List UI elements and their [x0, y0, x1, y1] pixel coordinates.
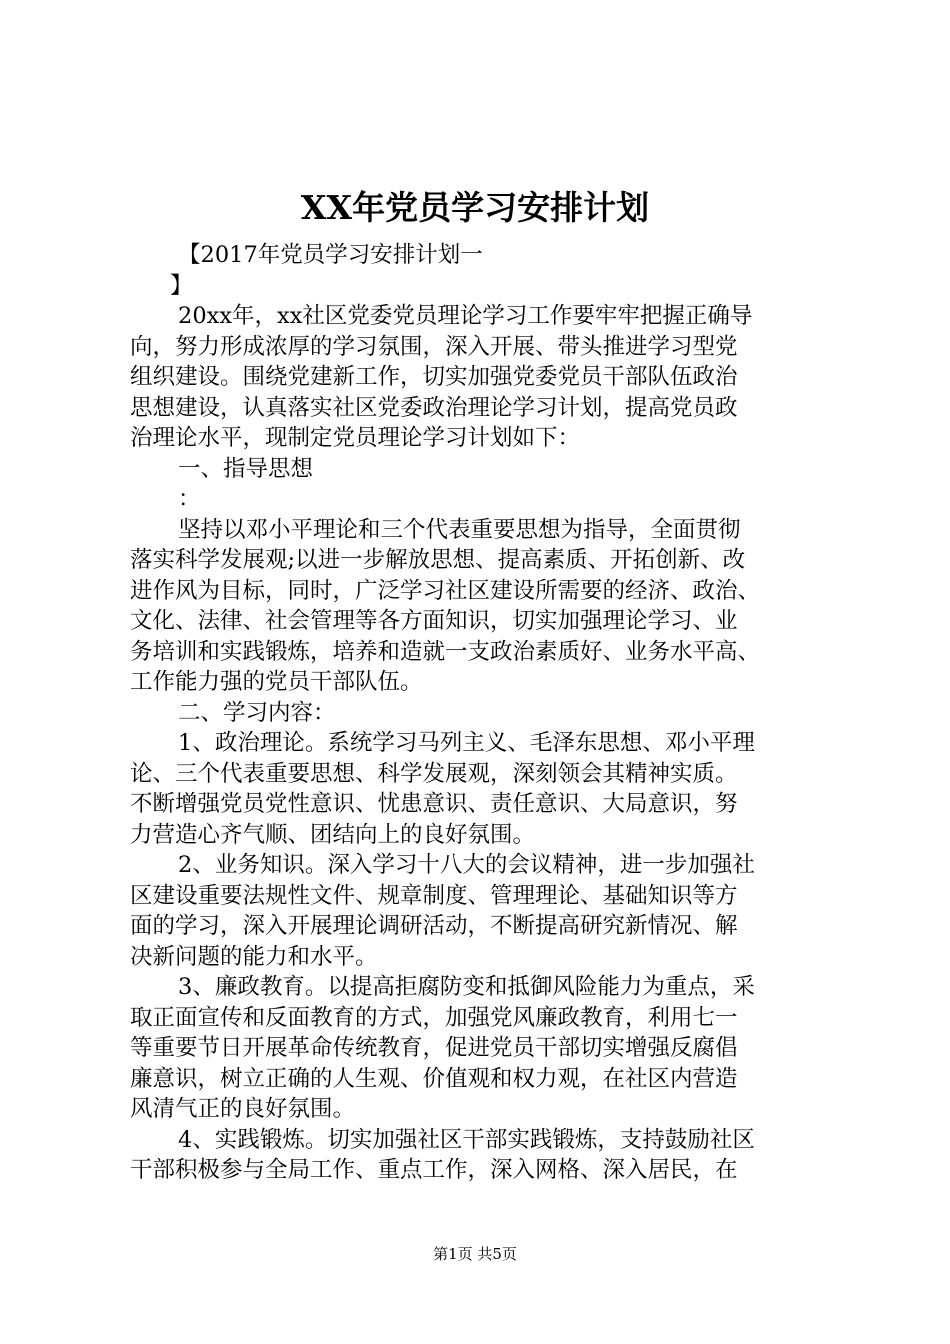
- body-line: 不断增强党员党性意识、忧患意识、责任意识、大局意识，努: [130, 791, 738, 817]
- document-body: [130, 240, 830, 1186]
- body-line: 区建设重要法规性文件、规章制度、管理理论、基础知识等方: [130, 882, 738, 909]
- body-line: 3、廉政教育。以提高拒腐防变和抵御风险能力为重点，采: [178, 974, 755, 1000]
- body-line: 决新问题的能力和水平。: [130, 943, 378, 970]
- body-line: 务培训和实践锻炼，培养和造就一支政治素质好、业务水平高、: [130, 638, 761, 665]
- section-heading: 二、学习内容：: [178, 699, 336, 726]
- body-line: 等重要节日开展革命传统教育，促进党员干部切实增强反腐倡: [130, 1035, 738, 1061]
- body-line: 坚持以邓小平理论和三个代表重要思想为指导，全面贯彻: [178, 516, 741, 543]
- body-line: 组织建设。围绕党建新工作，切实加强党委党员干部队伍政治: [130, 364, 738, 390]
- body-line: 力营造心齐气顺、团结向上的良好氛围。: [130, 821, 536, 848]
- body-line: 干部积极参与全局工作、重点工作，深入网格、深入居民，在: [130, 1157, 738, 1183]
- body-line: 文化、法律、社会管理等各方面知识，切实加强理论学习、业: [130, 608, 738, 634]
- body-line: 取正面宣传和反面教育的方式，加强党风廉政教育，利用七一: [130, 1004, 738, 1031]
- body-line: 4、实践锻炼。切实加强社区干部实践锻炼，支持鼓励社区: [178, 1126, 755, 1153]
- body-line: 】: [170, 272, 193, 299]
- body-line: 落实科学发展观;以进一步解放思想、提高素质、开拓创新、改: [130, 547, 746, 573]
- body-line: 【2017年党员学习安排计划一: [178, 242, 483, 268]
- body-line: 论、三个代表重要思想、科学发展观，深刻领会其精神实质。: [130, 760, 738, 787]
- section-heading: 一、指导思想: [178, 455, 314, 482]
- body-line: 1、政治理论。系统学习马列主义、毛泽东思想、邓小平理: [178, 730, 755, 756]
- body-line: 风清气正的良好氛围。: [130, 1096, 356, 1122]
- body-line: 面的学习，深入开展理论调研活动，不断提高研究新情况、解: [130, 913, 738, 939]
- body-line: 进作风为目标，同时，广泛学习社区建设所需要的经济、政治、: [130, 577, 761, 604]
- body-line: 治理论水平，现制定党员理论学习计划如下：: [130, 425, 581, 451]
- body-line: 思想建设，认真落实社区党委政治理论学习计划，提高党员政: [130, 394, 738, 421]
- body-line: 向，努力形成浓厚的学习氛围，深入开展、带头推进学习型党: [130, 333, 738, 360]
- body-line: 工作能力强的党员干部队伍。: [130, 669, 423, 695]
- body-line: 廉意识，树立正确的人生观、价值观和权力观，在社区内营造: [130, 1065, 738, 1092]
- page-footer: 第1页 共5页: [433, 1245, 517, 1263]
- body-line: ：: [178, 486, 201, 512]
- document-title: XX年党员学习安排计划: [300, 188, 650, 227]
- body-line: 2、业务知识。深入学习十八大的会议精神，进一步加强社: [178, 852, 755, 878]
- body-line: 20xx年，xx社区党委党员理论学习工作要牢牢把握正确导: [178, 303, 753, 329]
